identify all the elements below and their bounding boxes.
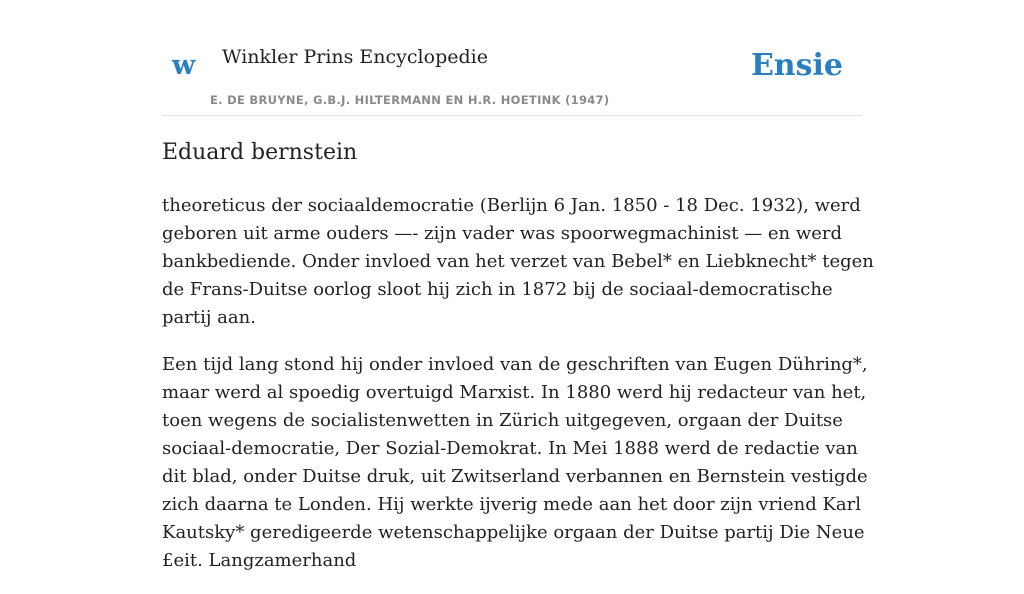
site-header: [162, 40, 862, 116]
brand-logo[interactable]: Ensie: [750, 48, 843, 83]
publication-title[interactable]: Winkler Prins Encyclopedie: [222, 46, 488, 68]
article-title: Eduard bernstein: [162, 140, 358, 165]
article-body: [162, 192, 874, 594]
article-paragraph: theoreticus der sociaaldemocratie (Berlijn 6 Jan. 1850 - 18 Dec. 1932), werd geboren uit arme ouders —- zijn vader was spoorwegmachinist — en werd bankbediende. Onder invloed van het verzet van Bebel* en Liebknecht* tegen de Frans-Duitse oorlog sloot hij zich in 1872 bij de sociaal-democratische partij aan.: [162, 195, 874, 328]
article-paragraph: Een tijd lang stond hij onder invloed van de geschriften van Eugen Dühring*, maar werd al spoedig overtuigd Marxist. In 1880 werd hij redacteur van het, toen wegens de socialistenwetten in Zürich uitgegeven, orgaan der Duitse sociaal-democratie, Der Sozial-Demokrat. In Mei 1888 werd de redactie van dit blad, onder Duitse druk, uit Zwitserland verbannen en Bernstein vestigde zich daarna te Londen. Hij werkte ijverig mede aan het door zijn vriend Karl Kautsky* geredigeerde wetenschappelijke orgaan der Duitse partij Die Neue £eit. Langzamerhand: [162, 354, 868, 571]
publication-logo-icon[interactable]: w: [172, 50, 196, 81]
publication-authors: E. DE BRUYNE, G.B.J. HILTERMANN EN H.R. HOETINK (1947): [210, 93, 610, 107]
